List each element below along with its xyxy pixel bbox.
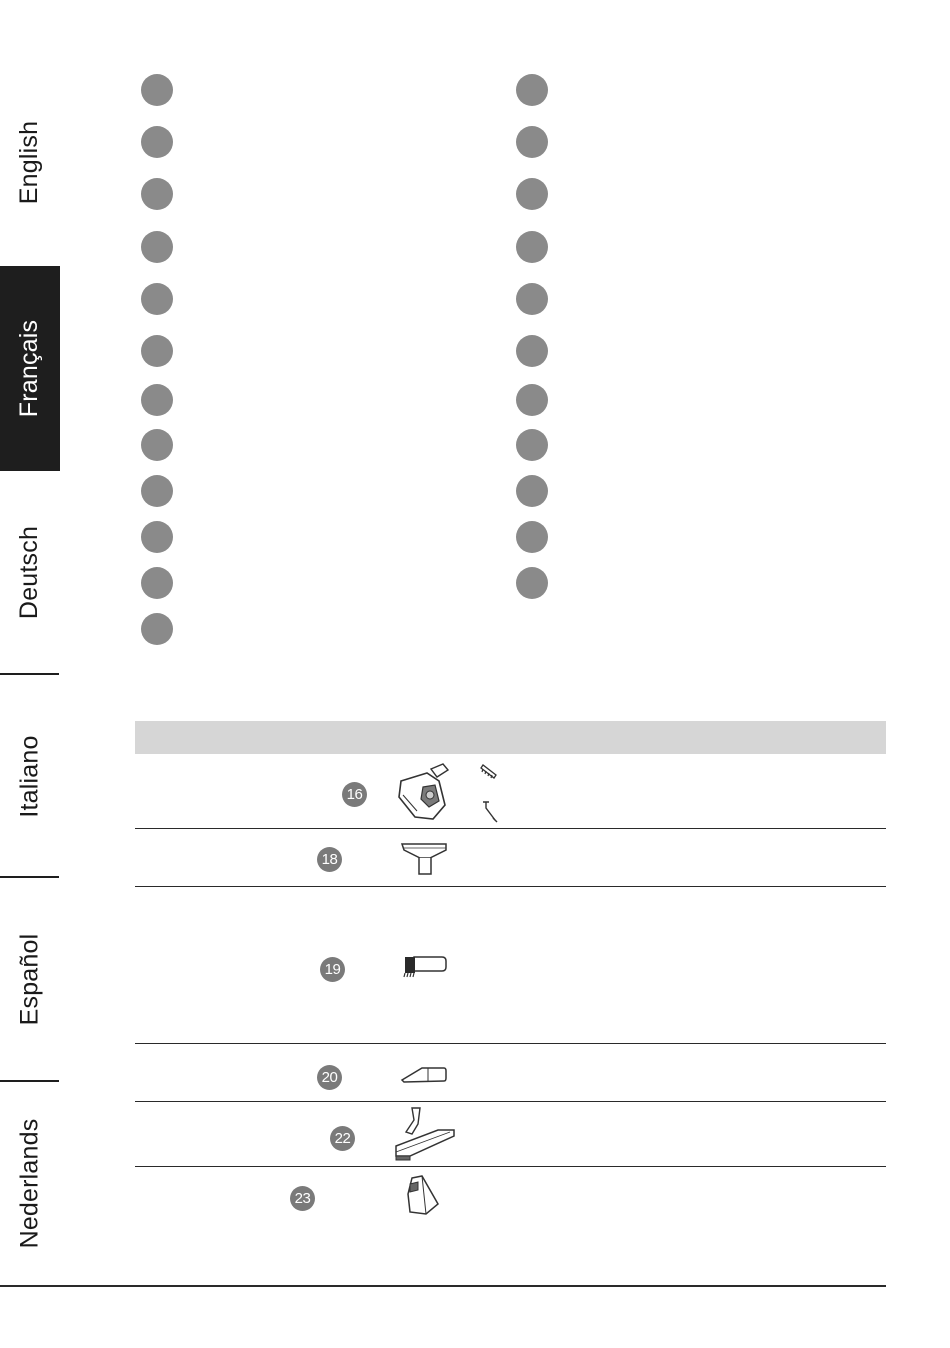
crevice-nozzle-icon [400, 1064, 448, 1086]
row-divider [135, 1166, 886, 1167]
part-bullet [516, 429, 548, 461]
part-bullet [516, 475, 548, 507]
tab-label: Italiano [15, 734, 44, 818]
part-bullet [516, 74, 548, 106]
pin-insert-icon [480, 798, 500, 824]
dust-bag-icon [404, 1174, 444, 1216]
part-bullet [141, 613, 173, 645]
floor-nozzle-icon [393, 761, 455, 823]
part-bullet [141, 475, 173, 507]
part-bullet [141, 567, 173, 599]
part-number-badge: 18 [317, 847, 342, 872]
row-divider [135, 828, 886, 829]
tab-label: Nederlands [15, 1118, 44, 1248]
part-bullet [141, 384, 173, 416]
part-bullet [516, 283, 548, 315]
page-bottom-rule [0, 1285, 886, 1287]
part-number-badge: 20 [317, 1065, 342, 1090]
part-bullet [141, 74, 173, 106]
part-number-badge: 19 [320, 957, 345, 982]
part-bullet [141, 178, 173, 210]
part-bullet [516, 567, 548, 599]
part-bullet [516, 521, 548, 553]
tab-divider [0, 1080, 59, 1082]
part-bullet [141, 231, 173, 263]
tab-divider [0, 673, 59, 675]
tab-nederlands[interactable] [0, 1083, 60, 1283]
part-bullet [141, 283, 173, 315]
part-bullet [141, 429, 173, 461]
brush-nozzle-icon [400, 953, 448, 979]
tab-label: English [15, 120, 44, 204]
tab-label: Français [15, 319, 44, 418]
tab-english[interactable] [0, 62, 60, 262]
tab-espanol[interactable] [0, 879, 60, 1079]
accessories-table-header [135, 721, 886, 754]
row-divider [135, 1101, 886, 1102]
part-bullet [516, 231, 548, 263]
part-bullet [141, 521, 173, 553]
part-bullet [141, 335, 173, 367]
tab-divider [0, 876, 59, 878]
tab-francais[interactable] [0, 266, 60, 471]
part-bullet [516, 384, 548, 416]
row-divider [135, 886, 886, 887]
part-bullet [141, 126, 173, 158]
part-number-badge: 16 [342, 782, 367, 807]
brush-insert-icon [478, 763, 500, 783]
part-number-badge: 23 [290, 1186, 315, 1211]
row-divider [135, 1043, 886, 1044]
part-number-badge: 22 [330, 1126, 355, 1151]
part-bullet [516, 126, 548, 158]
tab-label: Español [15, 933, 44, 1025]
tab-deutsch[interactable] [0, 472, 60, 672]
tab-italiano[interactable] [0, 676, 60, 876]
part-bullet [516, 335, 548, 367]
upholstery-nozzle-icon [400, 840, 450, 878]
parquet-nozzle-icon [392, 1106, 458, 1162]
tab-label: Deutsch [15, 525, 44, 619]
part-bullet [516, 178, 548, 210]
